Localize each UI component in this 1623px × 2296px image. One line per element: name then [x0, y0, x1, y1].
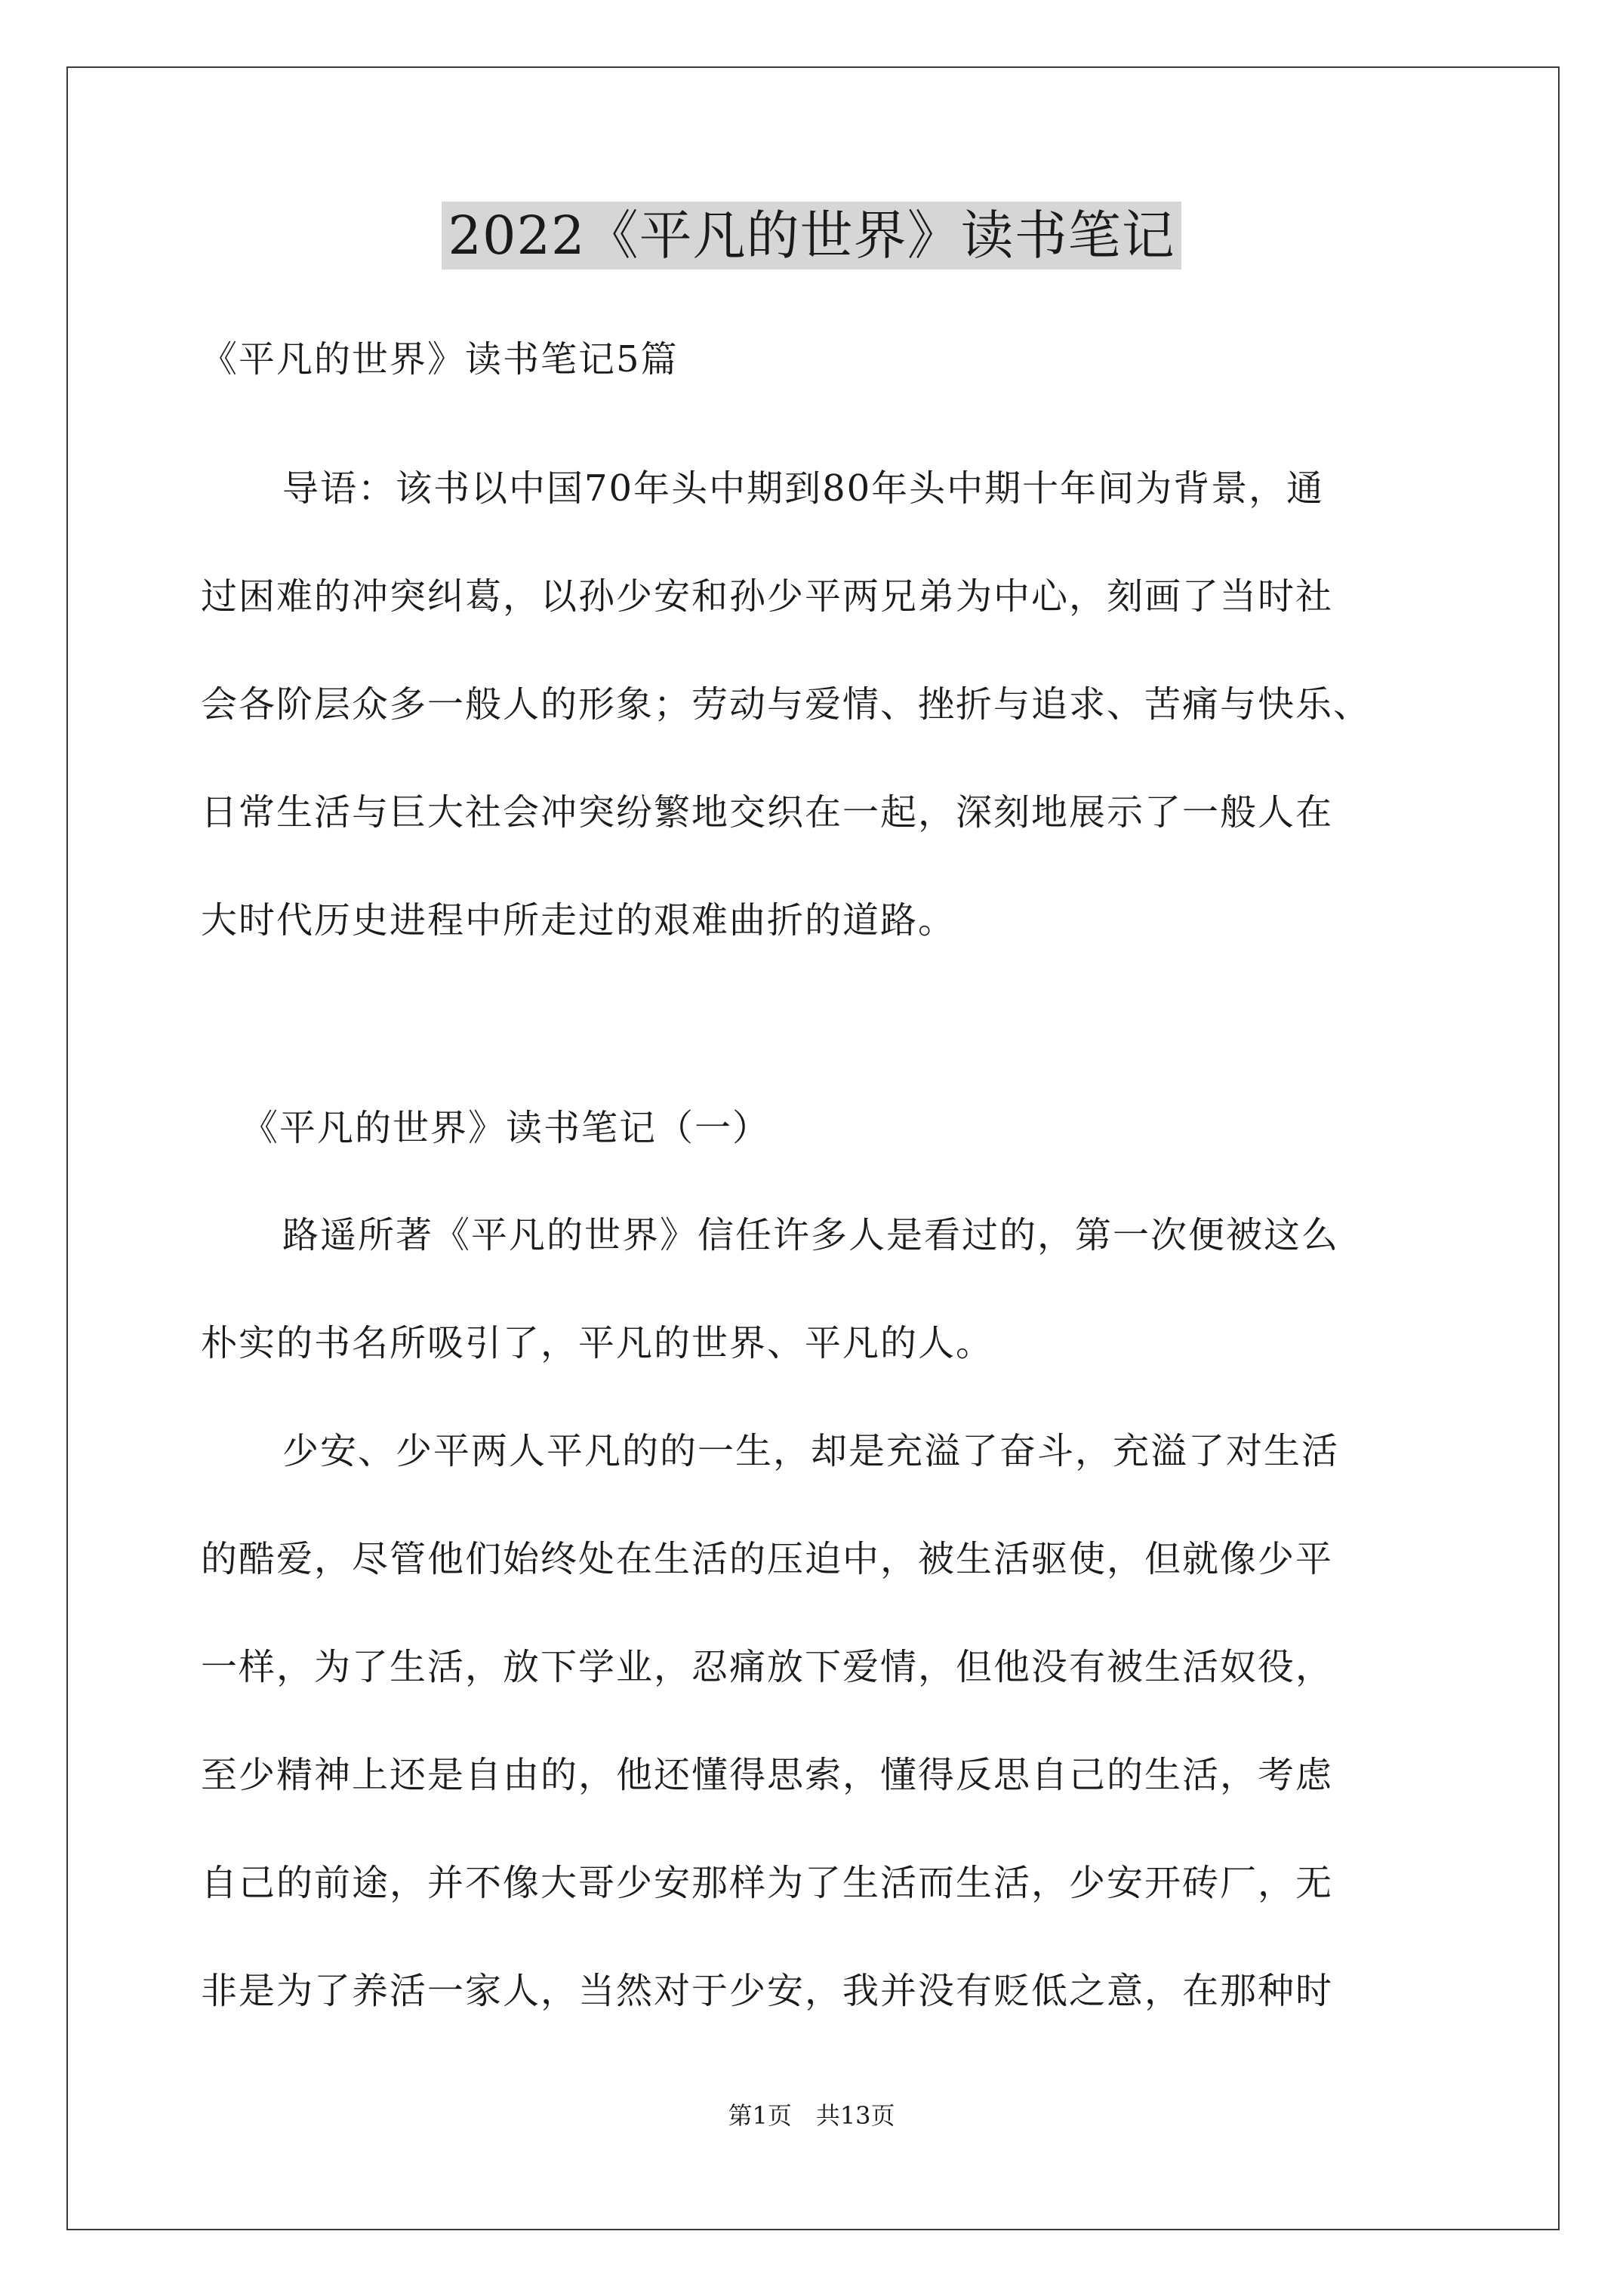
intro-line: 会各阶层众多一般人的形象；劳动与爱情、挫折与追求、苦痛与快乐、 [201, 683, 1372, 726]
intro-line: 大时代历史进程中所走过的艰难曲折的道路。 [201, 899, 956, 942]
paragraph-line: 的酷爱，尽管他们始终处在生活的压迫中，被生活驱使，但就像少平 [201, 1538, 1334, 1580]
paragraph-line: 非是为了养活一家人，当然对于少安，我并没有贬低之意，在那种时 [201, 1970, 1334, 2012]
document-title-text: 2022《平凡的世界》读书笔记 [442, 202, 1181, 270]
intro-line: 过困难的冲突纠葛，以孙少安和孙少平两兄弟为中心，刻画了当时社 [201, 575, 1334, 618]
intro-line: 日常生活与巨大社会冲突纷繁地交织在一起，深刻地展示了一般人在 [201, 791, 1334, 834]
paragraph-line: 自己的前途，并不像大哥少安那样为了生活而生活，少安开砖厂，无 [201, 1862, 1334, 1904]
page-footer: 第1页 共13页 [728, 2101, 895, 2130]
section-heading: 《平凡的世界》读书笔记（一） [242, 1107, 771, 1149]
document-title [0, 198, 1623, 273]
paragraph-line: 少安、少平两人平凡的的一生，却是充溢了奋斗，充溢了对生活 [282, 1430, 1340, 1472]
paragraph-line: 至少精神上还是自由的，他还懂得思索，懂得反思自己的生活，考虑 [201, 1754, 1334, 1796]
paragraph-line: 路遥所著《平凡的世界》信任许多人是看过的，第一次便被这么 [282, 1214, 1340, 1256]
paragraph-line: 朴实的书名所吸引了，平凡的世界、平凡的人。 [201, 1322, 994, 1364]
subtitle: 《平凡的世界》读书笔记5篇 [201, 338, 679, 381]
paragraph-line: 一样，为了生活，放下学业，忍痛放下爱情，但他没有被生活奴役， [201, 1646, 1334, 1688]
intro-line: 导语：该书以中国70年头中期到80年头中期十年间为背景，通 [282, 467, 1325, 510]
